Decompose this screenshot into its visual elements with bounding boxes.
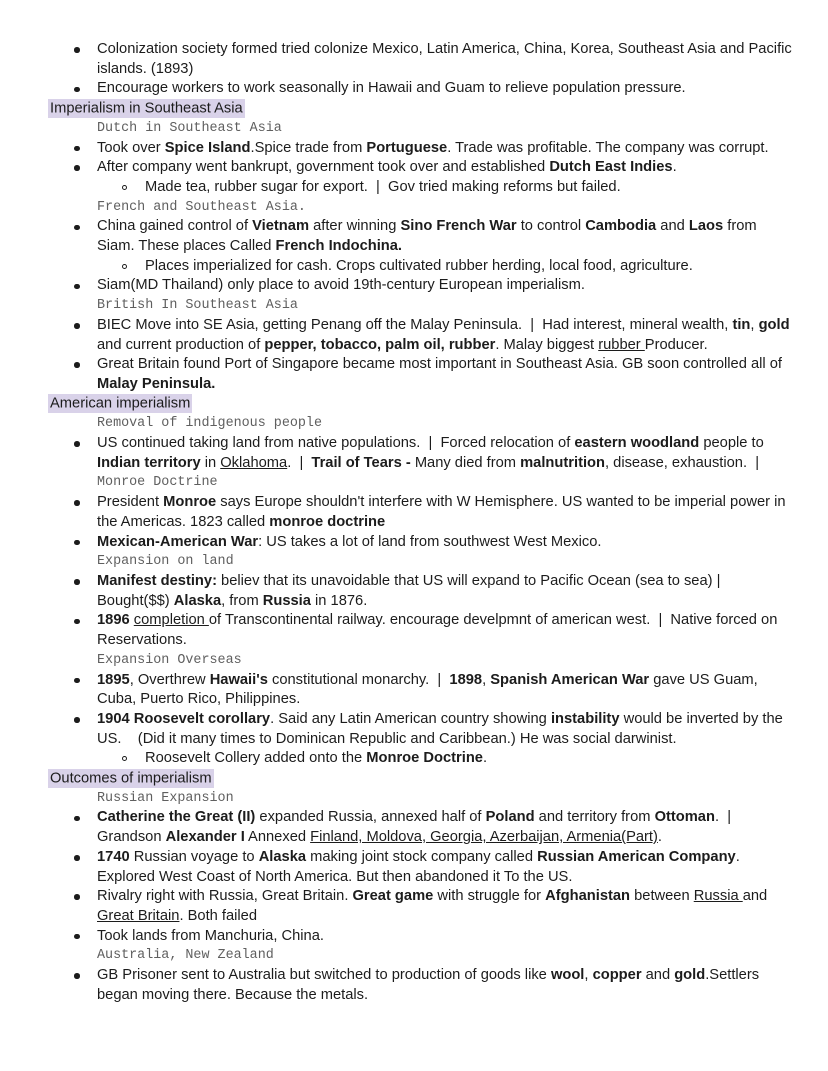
text-run: Oklahoma — [220, 454, 288, 471]
list-item-text — [97, 159, 677, 175]
subsection-heading: French and Southeast Asia. — [97, 199, 306, 215]
text-run: with struggle for — [433, 888, 546, 905]
text-run: After company went bankrupt, government took over and established — [97, 159, 550, 176]
text-run: Alaska — [173, 592, 222, 609]
text-run: Vietnam — [252, 218, 310, 235]
hollow-bullet-icon — [122, 264, 127, 269]
list-item — [50, 533, 794, 553]
text-run: gold — [758, 316, 790, 333]
bullet-icon — [74, 894, 80, 900]
section-heading: Outcomes of imperialism — [50, 770, 212, 787]
text-run: people to — [699, 435, 768, 452]
text-run: copper — [592, 967, 642, 984]
text-run: Portuguese — [366, 139, 448, 156]
text-run: . Said any Latin American country showing — [270, 710, 551, 727]
section-heading-line — [50, 395, 794, 415]
text-run: , — [750, 316, 759, 333]
bullet-icon — [74, 678, 80, 684]
text-run: . Both failed — [179, 907, 258, 924]
text-run: from Siam. These places Called — [97, 218, 761, 255]
bullet-icon — [74, 323, 80, 329]
list-item-text — [97, 317, 794, 353]
bullet-icon — [74, 816, 80, 822]
text-run: 1740 — [97, 848, 130, 865]
text-run: Spanish American War — [490, 671, 650, 688]
text-run: believ that its unavoidable that US will expand to Pacific Ocean (sea to sea) | Bought($$) — [97, 572, 725, 609]
list-item — [50, 927, 794, 947]
text-run: . — [672, 159, 677, 176]
list-item — [50, 217, 794, 256]
text-run: China gained control of — [97, 218, 253, 235]
bullet-icon — [74, 855, 80, 861]
text-run: , — [482, 671, 491, 688]
text-run: instability — [550, 710, 620, 727]
list-item-text — [97, 41, 796, 77]
text-run: . | — [287, 454, 312, 471]
text-run: in — [200, 454, 221, 471]
text-run: Places imperialized for cash. Crops cultivated rubber herding, local food, agriculture. — [145, 257, 693, 274]
text-run: in 1876. — [310, 592, 368, 609]
text-run: Malay Peninsula. — [97, 375, 216, 392]
text-run: Alexander I — [165, 829, 245, 846]
sub-list-item — [50, 749, 794, 769]
list-item-text — [97, 888, 771, 924]
sub-list-item — [50, 178, 794, 198]
bullet-icon — [74, 717, 80, 723]
text-run: and — [641, 967, 675, 984]
text-run: .Spice trade from — [250, 139, 367, 156]
list-item-text — [145, 258, 693, 274]
text-run: Cambodia — [585, 218, 657, 235]
text-run: of Transcontinental railway. encourage develpmnt of american west. | Native forced on Reservations. — [97, 612, 782, 649]
subsection-heading: Dutch in Southeast Asia — [97, 120, 282, 136]
text-run: French Indochina. — [275, 238, 403, 255]
text-run: Alaska — [258, 848, 307, 865]
text-run: constitutional monarchy. | — [267, 671, 450, 688]
text-run: Russia — [693, 888, 743, 905]
text-run: Producer. — [644, 336, 708, 353]
list-item-text — [97, 928, 324, 944]
text-run: Great game — [352, 888, 434, 905]
text-run: Great Britain — [97, 907, 180, 924]
list-item — [50, 808, 794, 847]
list-item-text — [97, 573, 725, 609]
bullet-icon — [74, 87, 80, 93]
bullet-icon — [74, 165, 80, 171]
text-run: Spice Island — [164, 139, 251, 156]
text-run: tin — [732, 316, 751, 333]
subsection-heading: British In Southeast Asia — [97, 298, 298, 314]
text-run: monroe doctrine — [269, 513, 386, 530]
text-run: Catherine the Great (II) — [97, 809, 256, 826]
text-run: Indian territory — [97, 454, 201, 471]
text-run: President — [97, 494, 164, 511]
list-item — [50, 40, 794, 79]
text-run: Russian voyage to — [129, 848, 259, 865]
list-item — [50, 139, 794, 159]
text-run: malnutrition — [520, 454, 605, 471]
text-run: , from — [221, 592, 263, 609]
text-run: and — [656, 218, 689, 235]
subsection-heading: Russian Expansion — [97, 790, 234, 806]
bullet-icon — [74, 973, 80, 979]
list-item — [50, 848, 794, 887]
list-item-text — [97, 435, 768, 471]
text-run: pepper, tobacco, palm oil, rubber — [264, 336, 496, 353]
text-run: Manifest destiny: — [97, 572, 217, 589]
list-item — [50, 493, 794, 532]
list-item — [50, 355, 794, 394]
text-run: to control — [516, 218, 586, 235]
text-run: Russia — [262, 592, 311, 609]
text-run: Roosevelt Collery added onto the — [145, 750, 367, 767]
text-run: Afghanistan — [545, 888, 631, 905]
text-run: Laos — [688, 218, 724, 235]
text-run: US continued taking land from native populations. | Forced relocation of — [97, 435, 575, 452]
text-run: Monroe — [163, 494, 217, 511]
text-run: between — [630, 888, 694, 905]
text-run: Colonization society formed tried colonize Mexico, Latin America, China, Korea, Southeast Asia and Pacific islands. (1893) — [97, 41, 796, 77]
text-run: Poland — [485, 809, 535, 826]
bullet-icon — [74, 47, 80, 53]
section-heading: Imperialism in Southeast Asia — [50, 100, 243, 117]
list-item-text — [97, 809, 739, 845]
text-run: Annexed — [244, 829, 311, 846]
bullet-icon — [74, 540, 80, 546]
list-item-text — [97, 140, 769, 156]
bullet-icon — [74, 225, 80, 231]
subsection-heading: Monroe Doctrine — [97, 475, 218, 491]
text-run: gave US Guam, Cuba, Puerto Rico, Philippines. — [97, 671, 762, 708]
text-run: Trail of Tears - — [311, 454, 411, 471]
list-item-text — [97, 218, 761, 254]
text-run: . — [657, 829, 662, 846]
text-run: , — [584, 967, 593, 984]
list-item-text — [97, 80, 686, 96]
list-item-text — [97, 711, 787, 747]
text-run: . Trade was profitable. The company was corrupt. — [447, 139, 769, 156]
text-run: wool — [550, 967, 585, 984]
text-run: Took lands from Manchuria, China. — [97, 927, 324, 944]
text-run: Great Britain found Port of Singapore became most important in Southeast Asia. GB soon controlled all of — [97, 356, 787, 373]
hollow-bullet-icon — [122, 756, 127, 761]
list-item — [50, 316, 794, 355]
text-run: and — [742, 888, 772, 905]
bullet-icon — [74, 284, 80, 290]
text-run: Russian American Company — [537, 848, 736, 865]
bullet-icon — [74, 441, 80, 447]
list-item-text — [97, 672, 762, 708]
bullet-icon — [74, 146, 80, 152]
text-run: eastern woodland — [574, 435, 700, 452]
text-run: expanded Russia, annexed half of — [255, 809, 486, 826]
text-run: : US takes a lot of land from southwest West Mexico. — [258, 533, 602, 550]
bullet-icon — [74, 579, 80, 585]
subsection-heading: Australia, New Zealand — [97, 948, 274, 964]
text-run: would be inverted by the US. (Did it many times to Dominican Republic and Caribbean.) He was social darwinist. — [97, 710, 787, 747]
text-run: Ottoman — [654, 809, 715, 826]
list-item — [50, 611, 794, 650]
list-item-text — [97, 612, 781, 648]
text-run: . Malay biggest — [495, 336, 599, 353]
text-run: , disease, exhaustion. | — [604, 454, 760, 471]
list-item-text — [97, 494, 790, 530]
text-run: , Overthrew — [129, 671, 210, 688]
text-run: after winning — [309, 218, 401, 235]
text-run: Made tea, rubber sugar for export. | Gov tried making reforms but failed. — [145, 178, 621, 195]
text-run: Rivalry right with Russia, Great Britain. — [97, 888, 353, 905]
text-run: .Settlers began moving there. Because the metals. — [97, 967, 764, 1003]
list-item-text — [97, 849, 744, 885]
section-heading: American imperialism — [50, 395, 191, 412]
list-item-text — [145, 750, 487, 766]
text-run: Dutch East Indies — [549, 159, 673, 176]
section-heading-line — [50, 99, 794, 119]
list-item-text — [97, 356, 786, 392]
text-run: Siam(MD Thailand) only place to avoid 19th-century European imperialism. — [97, 277, 585, 294]
text-run: making joint stock company called — [306, 848, 538, 865]
bullet-icon — [74, 619, 80, 625]
text-run: BIEC Move into SE Asia, getting Penang off the Malay Peninsula. | Had interest, mineral wealth, — [97, 316, 733, 333]
text-run: 1896 — [97, 612, 130, 629]
text-run: Took over — [97, 139, 165, 156]
text-run: . — [482, 750, 488, 767]
text-run: rubber — [598, 336, 645, 353]
text-run: gold — [674, 967, 706, 984]
bullet-icon — [74, 934, 80, 940]
list-item — [50, 158, 794, 178]
bullet-icon — [74, 500, 80, 506]
list-item — [50, 966, 794, 1005]
bullet-icon — [74, 362, 80, 368]
text-run: Many died from — [410, 454, 521, 471]
text-run: GB Prisoner sent to Australia but switched to production of goods like — [97, 967, 551, 984]
list-item — [50, 887, 794, 926]
text-run: . | Grandson — [97, 809, 740, 846]
section-heading-line — [50, 769, 794, 789]
subsection-heading: Expansion Overseas — [97, 652, 242, 668]
list-item — [50, 710, 794, 749]
text-run: . Explored West Coast of North America. But then abandoned it To the US. — [97, 848, 744, 885]
text-run: Finland, Moldova, Georgia, Azerbaijan, Armenia(Part) — [310, 829, 658, 846]
text-run: completion — [133, 612, 209, 629]
list-item — [50, 79, 794, 99]
list-item — [50, 572, 794, 611]
text-run: 1904 Roosevelt corollary — [97, 710, 271, 727]
subsection-heading: Expansion on land — [97, 554, 234, 570]
text-run: 1898 — [449, 671, 483, 688]
list-item — [50, 671, 794, 710]
list-item-text — [145, 179, 621, 195]
list-item — [50, 276, 794, 296]
text-run: Sino French War — [400, 218, 517, 235]
text-run: Monroe Doctrine — [366, 750, 483, 767]
list-item-text — [97, 967, 763, 1003]
text-run: and territory from — [534, 809, 655, 826]
document-page — [50, 0, 794, 1005]
subsection-heading: Removal of indigenous people — [97, 416, 322, 432]
list-item — [50, 434, 794, 473]
text-run: says Europe shouldn't interfere with W Hemisphere. US wanted to be imperial power in the Americas. 1823 called — [97, 494, 790, 530]
text-run: Hawaii's — [209, 671, 268, 688]
text-run: Mexican-American War — [97, 533, 259, 550]
text-run: 1895 — [97, 671, 130, 688]
text-run: and current production of — [97, 316, 794, 353]
list-item-text — [97, 534, 601, 550]
hollow-bullet-icon — [122, 185, 127, 190]
sub-list-item — [50, 257, 794, 277]
text-run: Encourage workers to work seasonally in Hawaii and Guam to relieve population pressure. — [97, 80, 686, 97]
list-item-text — [97, 277, 585, 293]
